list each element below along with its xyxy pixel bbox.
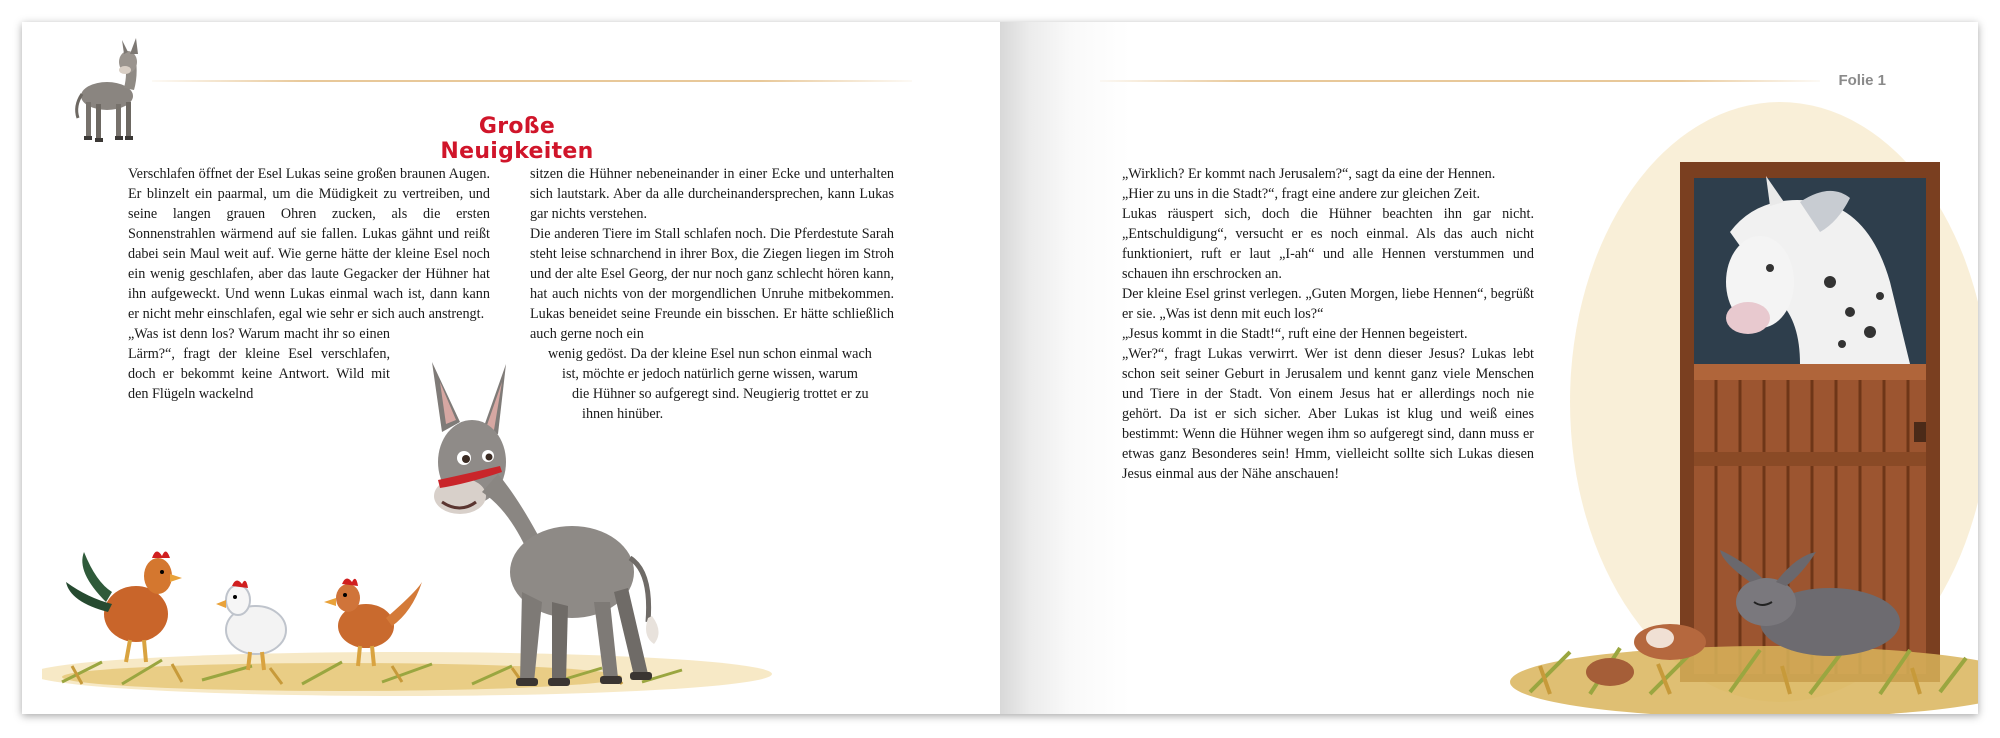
paragraph: Verschlafen öffnet der Esel Lukas seine großen braunen Augen. Er blinzelt ein paarmal, um die Müdigkeit zu vertreiben, und seine langen grauen Ohren zucken, als die ersten Sonnenstrahlen wärmend auf sie fallen. Lukas gähnt und reißt dabei sein Maul weit auf. Wie gerne hätte der kleine Esel noch ein wenig geschlafen, aber das laute Gegacker der Hühner hat ihn aufgeweckt. Und wenn Lukas einmal wach ist, dann kann er nicht mehr einschlafen, egal wie sehr er sich auch anstrengt.	[128, 166, 490, 322]
chickens-illustration	[56, 522, 436, 682]
paragraph: „Was ist denn los? Warum macht ihr so einen Lärm?“, fragt der kleine Esel verschlafen, doch er bekommt keine Antwort. Wild mit den Flügeln wackelnd	[128, 326, 390, 402]
paragraph: „Jesus kommt in die Stadt!“, ruft eine der Hennen begeistert.	[1122, 326, 1468, 342]
slide-label: Folie 1	[1838, 72, 1886, 89]
right-page	[1000, 22, 1978, 714]
left-page	[22, 22, 1000, 714]
stable-door-illustration	[1470, 82, 1978, 714]
paragraph: „Wirklich? Er kommt nach Jerusalem?“, sagt da eine der Hennen.	[1122, 166, 1496, 182]
donkey-logo-icon	[52, 36, 162, 148]
book-spread	[22, 22, 1978, 714]
paragraph: Lukas räuspert sich, doch die Hühner beachten ihn gar nicht. „Entschuldigung“, versucht er es noch einmal. Als das auch nicht funktioniert, ruft er laut „I-ah“ und alle Hennen verstummen und schauen ihn erschrocken an.	[1122, 206, 1534, 282]
paragraph-line: wenig gedöst. Da der kleine Esel nun schon einmal wach	[548, 346, 872, 362]
paragraph: sitzen die Hühner nebeneinander in einer Ecke und unterhalten sich lautstark. Aber da alle durcheinandersprechen, kann Lukas gar nichts verstehen.	[530, 166, 894, 222]
paragraph-line: die Hühner so aufgeregt sind. Neugierig trottet er zu	[572, 386, 869, 402]
paragraph: Der kleine Esel grinst verlegen. „Guten Morgen, liebe Hennen“, begrüßt er sie. „Was ist denn mit euch los?“	[1122, 286, 1534, 322]
paragraph-line: ist, möchte er jedoch natürlich gerne wissen, warum	[562, 366, 858, 382]
paragraph: „Wer?“, fragt Lukas verwirrt. Wer ist denn dieser Jesus? Lukas lebt schon seit seiner Geburt in Jerusalem und kennt ganz viele Menschen und Tiere in der Stadt. Von einem Jesus hat er allerdings noch nie gehört. Da ist er sich sicher. Aber Lukas ist klug und weiß eines bestimmt: Wenn die Hühner wegen ihm so aufgeregt sind, dann muss er etwas ganz Besonderes sein! Hmm, vielleicht sollte sich Lukas diesen Jesus einmal aus der Nähe anschauen!	[1122, 346, 1534, 482]
header-rule	[152, 80, 912, 82]
chapter-title: Große Neuigkeiten	[440, 114, 594, 164]
paragraph: „Hier zu uns in die Stadt?“, fragt eine andere zur gleichen Zeit.	[1122, 186, 1481, 202]
paragraph-line: ihnen hinüber.	[582, 406, 664, 422]
donkey-illustration	[402, 362, 682, 692]
paragraph: Die anderen Tiere im Stall schlafen noch. Die Pferdestute Sarah steht leise schnarchend in ihrer Box, die Ziegen liegen im Stroh und der alte Esel Georg, der nur noch ganz schlecht hören kann, hat auch nichts von der morgendlichen Unruhe mitbekommen. Lukas beneidet seine Freunde ein bisschen. Er hätte schließlich auch gerne noch ein	[530, 226, 894, 342]
